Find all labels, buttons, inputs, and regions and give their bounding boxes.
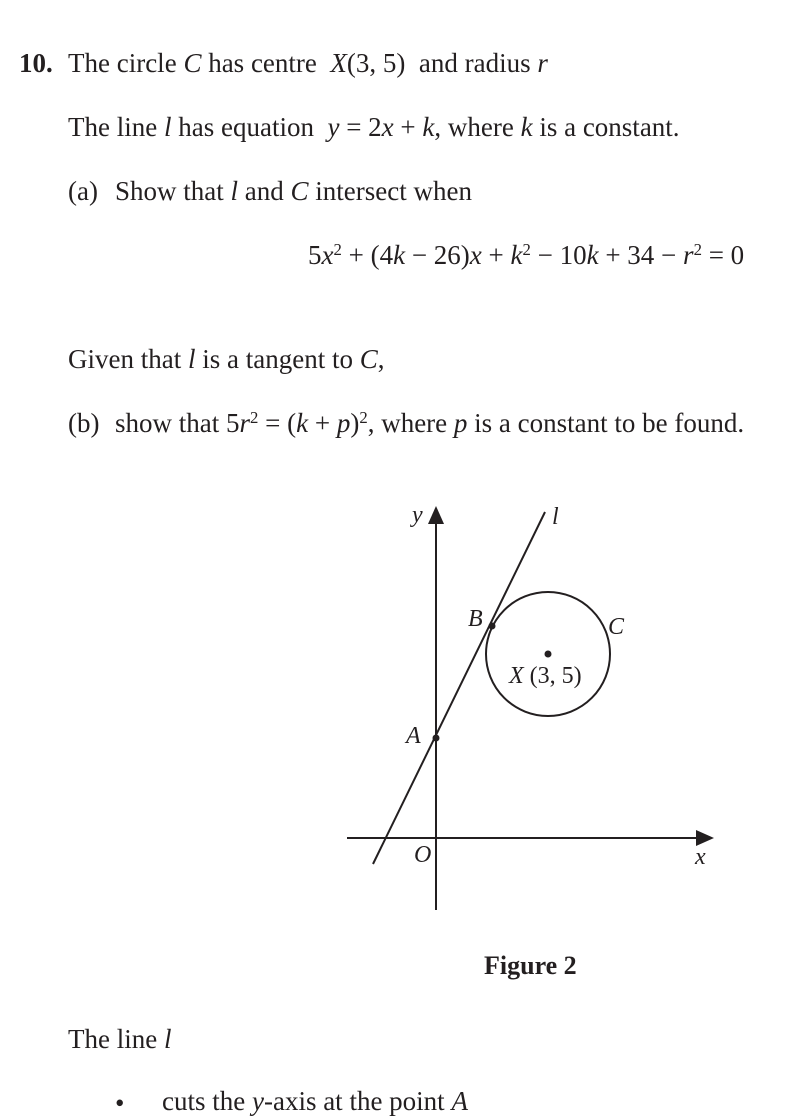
part-b-exponent: 2 [359, 407, 368, 427]
part-b-var: k [296, 408, 309, 438]
eq-exponent: 2 [693, 239, 702, 259]
line-def-eq: = 2 [339, 112, 382, 142]
given-text-1: Given that [68, 344, 188, 374]
eq-part: − 10 [530, 240, 587, 270]
given-text-2: is a tangent to [195, 344, 360, 374]
part-a-label: (a) [68, 176, 98, 206]
intro-text-3: and radius [412, 48, 538, 78]
eq-part: + (4 [341, 240, 394, 270]
eq-var: r [683, 240, 694, 270]
eq-part: − 26) [405, 240, 470, 270]
part-a-text-2: and [238, 176, 291, 206]
part-b-segment: ) [350, 408, 360, 438]
centre-x-coords: (3, 5) [529, 663, 582, 689]
part-a-l: l [230, 176, 239, 206]
given-l: l [187, 344, 196, 374]
eq-part: 5 [308, 240, 322, 270]
intro-centre-coords: (3, 5) [346, 48, 406, 78]
centre-x-label [508, 663, 582, 689]
part-b-var: r [239, 408, 251, 438]
line-def-x: x [381, 112, 394, 142]
intro-radius-symbol: r [537, 48, 548, 78]
line-l-heading [68, 1026, 171, 1053]
line-l-heading-text: The line [68, 1024, 164, 1054]
bullet-text-2: -axis at the point [263, 1086, 452, 1116]
line-l-label: l [552, 504, 559, 530]
y-axis-label: y [412, 502, 423, 528]
part-b-label: (b) [68, 408, 100, 438]
point-b-label: B [468, 606, 483, 632]
line-def-plus: + [393, 112, 423, 142]
given-C: C [359, 344, 378, 374]
eq-part: = 0 [701, 240, 745, 270]
given-text-3: , [377, 344, 385, 374]
line-def-text-3: , where [434, 112, 521, 142]
line-l-heading-symbol: l [163, 1024, 172, 1054]
eq-var: k [586, 240, 599, 270]
line-def-text-1: The line [68, 112, 164, 142]
question-number: 10. [19, 48, 53, 78]
intro-centre-symbol: X [330, 48, 347, 78]
part-b-segment: is a constant to be found. [467, 408, 745, 438]
bullet-y: y [251, 1086, 264, 1116]
point-b [489, 623, 496, 630]
line-def-k: k [422, 112, 435, 142]
eq-part: + [481, 240, 511, 270]
part-a-C: C [290, 176, 309, 206]
point-x-centre [545, 651, 552, 658]
circle-c-label: C [608, 614, 625, 640]
eq-part: + 34 − [598, 240, 684, 270]
eq-var: k [393, 240, 406, 270]
part-b-var: p [336, 408, 351, 438]
x-axis-label: x [695, 844, 706, 870]
part-b-segment: show that 5 [115, 408, 240, 438]
line-def-text-4: is a constant. [532, 112, 680, 142]
eq-var: x [469, 240, 482, 270]
part-b-var: p [453, 408, 468, 438]
point-a-label: A [406, 723, 421, 749]
part-a-text-1: Show that [115, 176, 231, 206]
line-def-k2: k [520, 112, 533, 142]
part-a-text-3: intersect when [308, 176, 472, 206]
bullet-marker: • [115, 1088, 125, 1118]
part-b-exponent: 2 [250, 407, 259, 427]
line-def-l: l [163, 112, 172, 142]
line-def-text-2: has equation [171, 112, 321, 142]
part-b-segment: = ( [258, 408, 297, 438]
intro-text-1: The circle [68, 48, 184, 78]
bullet-A: A [451, 1086, 468, 1116]
eq-exponent: 2 [333, 239, 342, 259]
centre-x-letter: X [509, 663, 524, 689]
intro-text-2: has centre [201, 48, 324, 78]
origin-label: O [414, 842, 432, 868]
part-b-segment: + [308, 408, 337, 438]
point-a [433, 735, 440, 742]
eq-exponent: 2 [522, 239, 531, 259]
eq-var: x [321, 240, 334, 270]
eq-var: k [510, 240, 523, 270]
line-def-y: y [327, 112, 340, 142]
bullet-text-1: cuts the [162, 1086, 252, 1116]
part-b-segment: , where [367, 408, 454, 438]
y-axis-arrow [428, 506, 444, 524]
figure-caption: Figure 2 [484, 951, 577, 980]
intro-circle-symbol: C [183, 48, 202, 78]
